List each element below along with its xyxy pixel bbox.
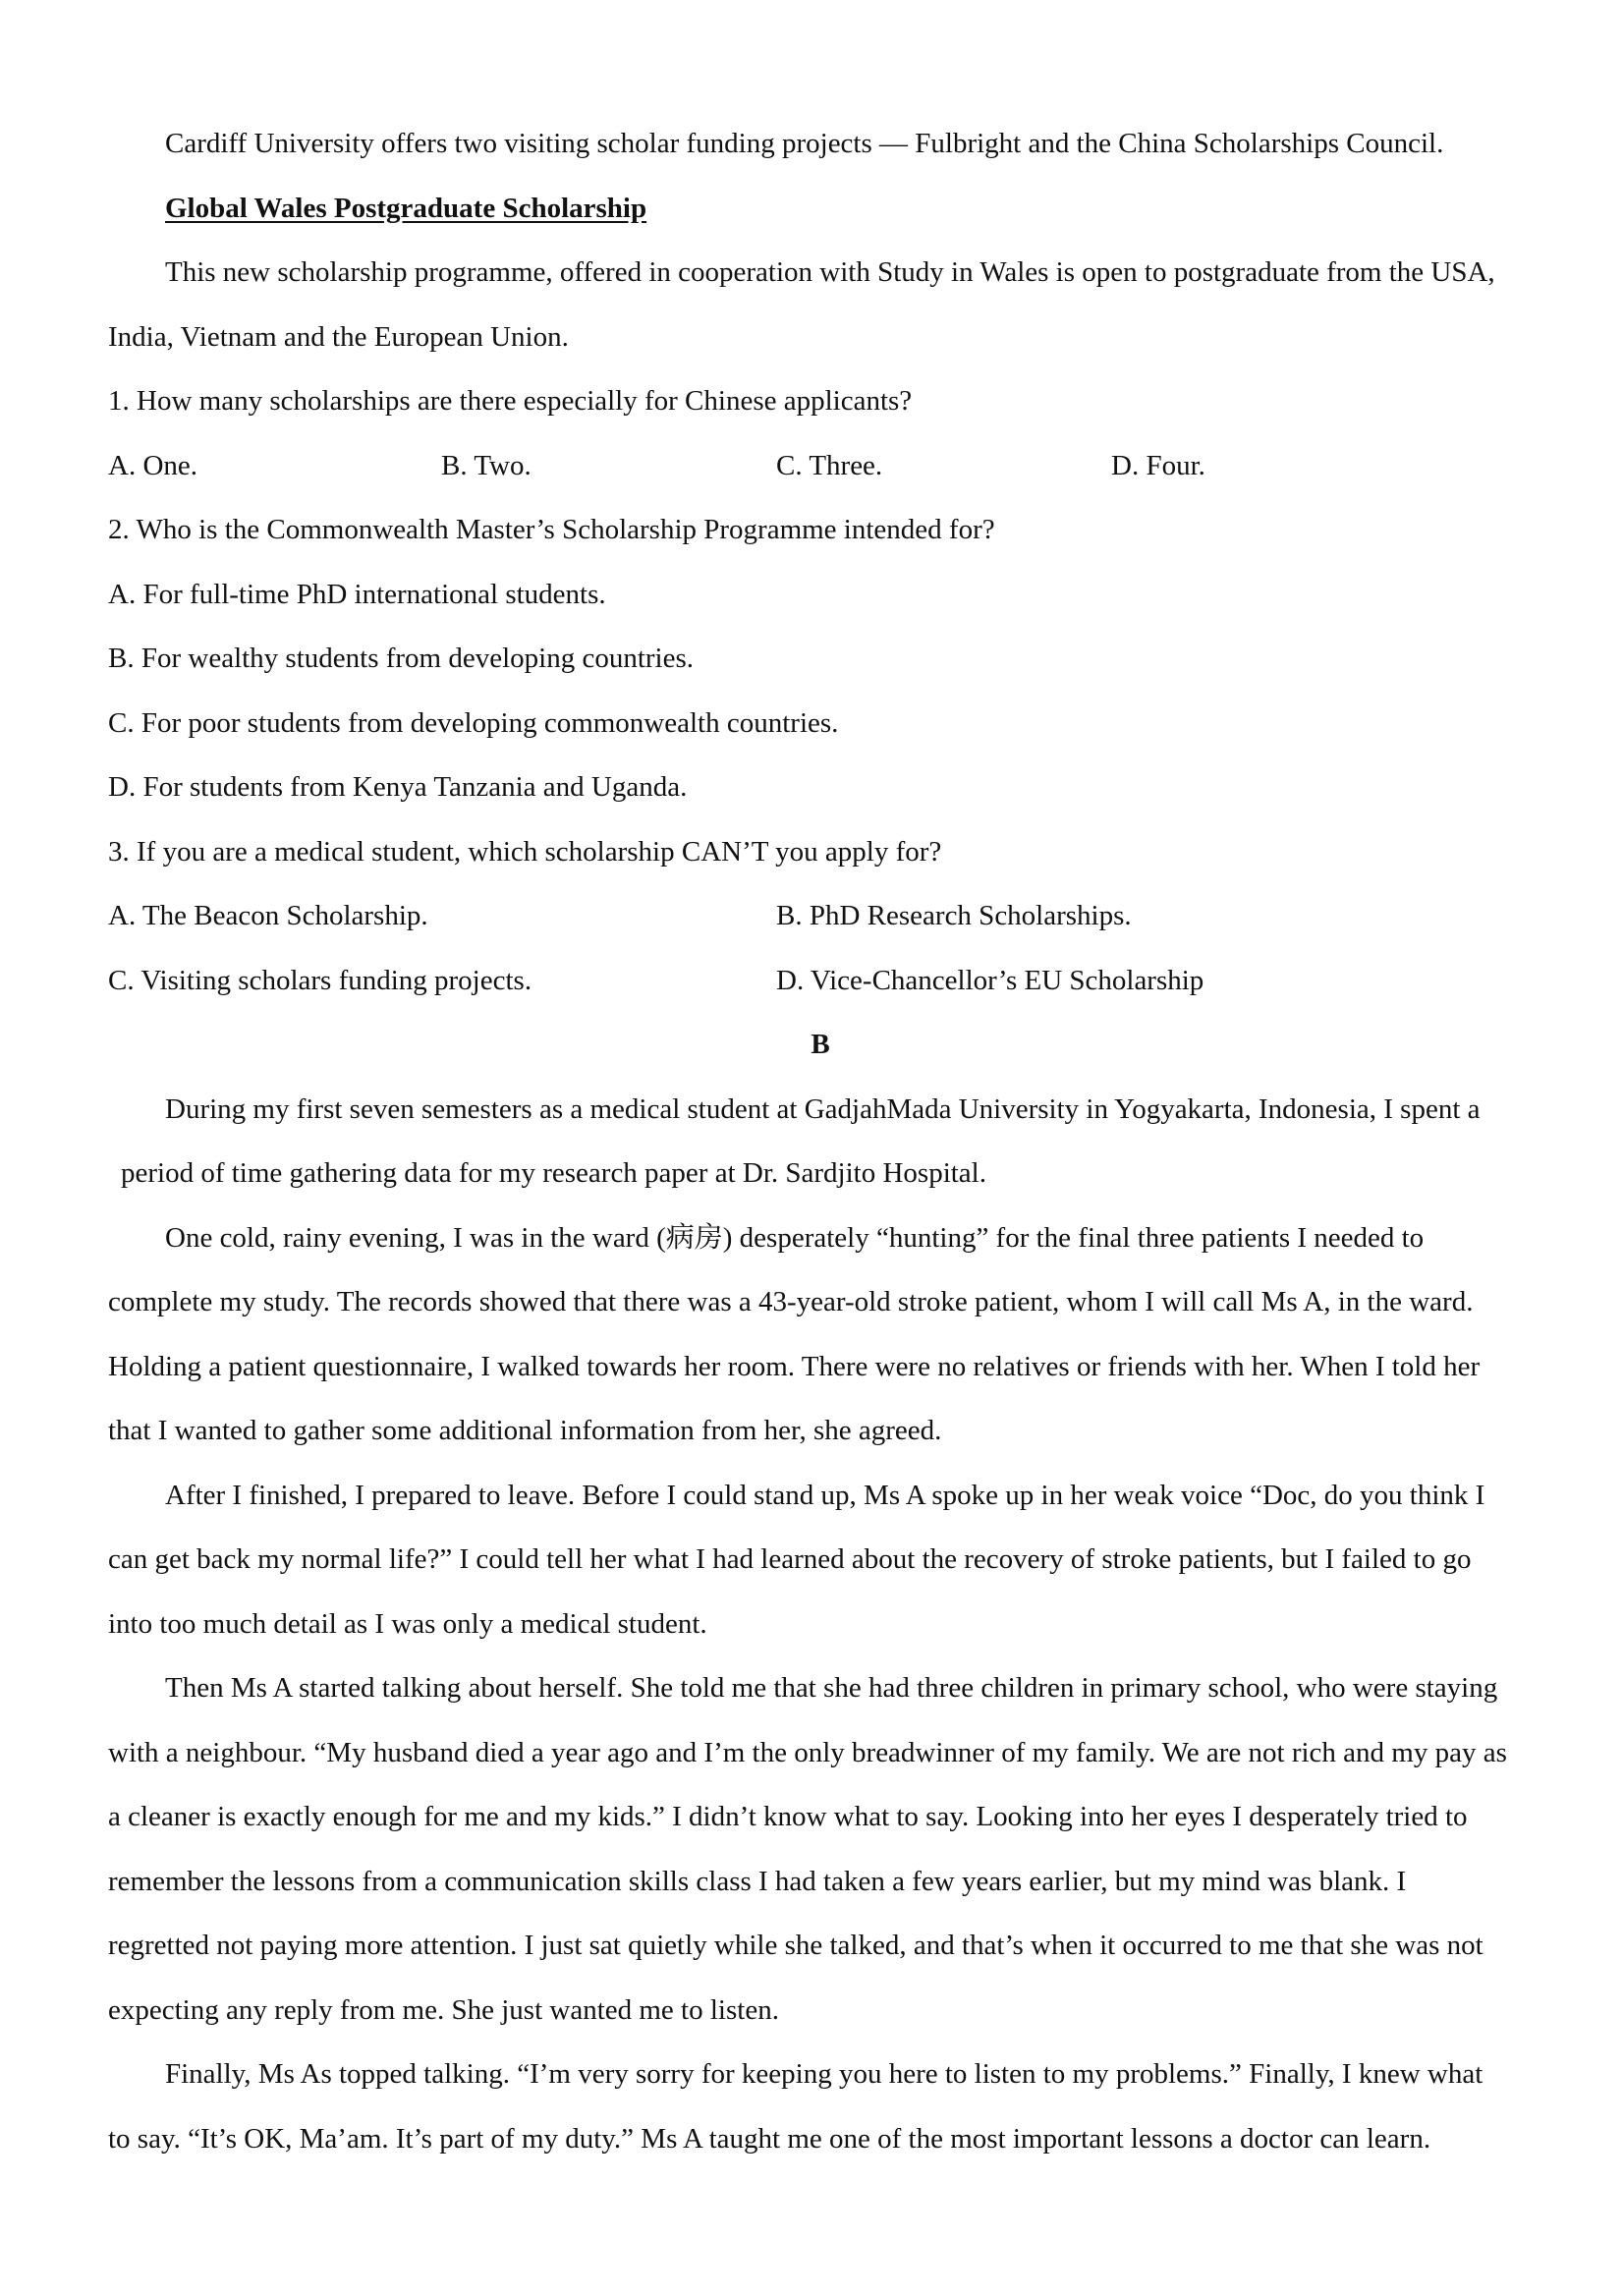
question-1-options [108,434,1623,499]
passage-line: into too much detail as I was only a medical student. [108,1607,707,1640]
question-3-option-b: B. PhD Research Scholarships. [776,900,1132,931]
question-1-option-d: D. Four. [1111,449,1205,481]
passage-line: After I finished, I prepared to leave. Before I could stand up, Ms A spoke up in her weak voice “Doc, do you think I [165,1479,1485,1511]
question-3-option-c: C. Visiting scholars funding projects. [108,964,532,996]
passage-line: regretted not paying more attention. I just sat quietly while she talked, and that’s when it occurred to me that she was not [108,1930,1483,1961]
passage-line: Holding a patient questionnaire, I walked towards her room. There were no relatives or friends with her. When I told her [108,1350,1481,1382]
passage-line: can get back my normal life?” I could tell her what I had learned about the recovery of stroke patients, but I failed to go [108,1543,1472,1575]
question-3-options-row-1 [108,884,1623,949]
intro-line: Cardiff University offers two visiting scholar funding projects — Fulbright and the China Scholarships Council. [165,128,1444,159]
section-heading: Global Wales Postgraduate Scholarship [165,192,647,224]
question-3-stem: 3. If you are a medical student, which scholarship CAN’T you apply for? [108,835,942,868]
passage-line: During my first seven semesters as a medical student at GadjahMada University in Yogyakarta, Indonesia, I spent a [165,1092,1481,1125]
question-1-stem: 1. How many scholarships are there especially for Chinese applicants? [108,385,913,417]
section-paragraph-line: India, Vietnam and the European Union. [108,320,569,353]
question-2-option-c: C. For poor students from developing commonwealth countries. [108,706,839,739]
passage-line: One cold, rainy evening, I was in the ward (病房) desperately “hunting” for the final three patients I needed to [165,1221,1425,1254]
passage-label-line [108,1013,1623,1078]
question-1-option-a: A. One. [108,449,198,481]
passage-line: to say. “It’s OK, Ma’am. It’s part of my duty.” Ms A taught me one of the most important lessons a doctor can learn. [108,2122,1431,2155]
section-heading-line [108,177,1623,242]
passage-line: period of time gathering data for my research paper at Dr. Sardjito Hospital. [121,1157,986,1189]
question-2-option-b: B. For wealthy students from developing countries. [108,643,695,674]
passage-line: expecting any reply from me. She just wanted me to listen. [108,1993,779,2026]
passage-label: B [811,1029,830,1060]
question-1-option-b: B. Two. [441,449,532,481]
question-1-option-c: C. Three. [776,449,883,481]
passage-line: that I wanted to gather some additional information from her, she agreed. [108,1415,942,1446]
question-2-stem: 2. Who is the Commonwealth Master’s Scholarship Programme intended for? [108,514,995,545]
passage-line: with a neighbour. “My husband died a year ago and I’m the only breadwinner of my family. We are not rich and my pay as [108,1736,1507,1768]
question-2-option-a: A. For full-time PhD international students. [108,578,606,610]
question-2-option-d: D. For students from Kenya Tanzania and Uganda. [108,771,688,803]
passage-line: Finally, Ms As topped talking. “I’m very sorry for keeping you here to listen to my problems.” Finally, I knew what [165,2058,1483,2090]
section-paragraph-line: This new scholarship programme, offered in cooperation with Study in Wales is open to postgraduate from the USA, [165,256,1495,288]
question-3-option-d: D. Vice-Chancellor’s EU Scholarship [776,964,1204,996]
question-3-option-a: A. The Beacon Scholarship. [108,900,428,931]
passage-line: remember the lessons from a communication skills class I had taken a few years earlier, but my mind was blank. I [108,1865,1407,1897]
passage-line: complete my study. The records showed that there was a 43-year-old stroke patient, whom I will call Ms A, in the ward. [108,1286,1474,1317]
passage-line: Then Ms A started talking about herself. She told me that she had three children in primary school, who were staying [165,1672,1498,1704]
passage-line: a cleaner is exactly enough for me and my kids.” I didn’t know what to say. Looking into her eyes I desperately tried to [108,1801,1468,1832]
question-3-options-row-2 [108,949,1623,1014]
